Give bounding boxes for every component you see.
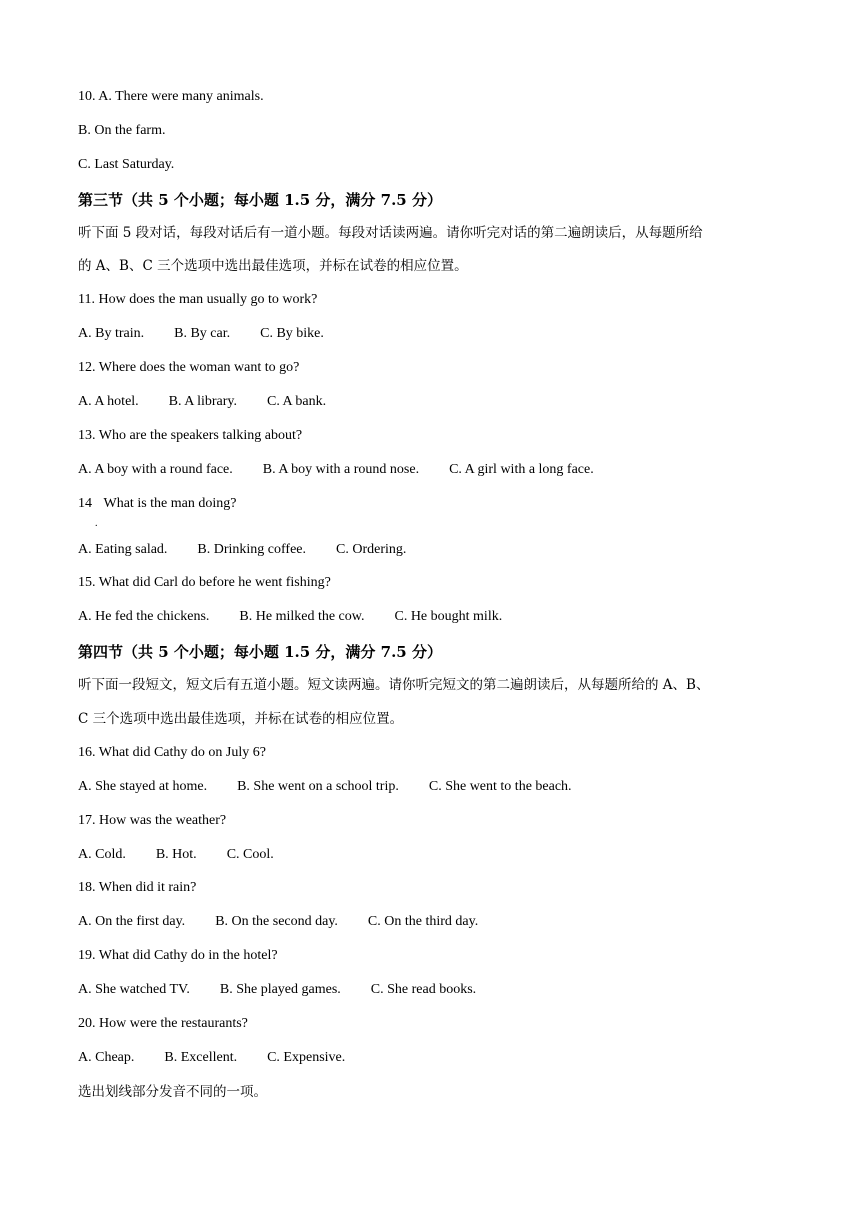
question-12-options [78, 392, 788, 412]
question-11-options [78, 324, 788, 344]
option-b: B. He milked the cow. [239, 609, 365, 625]
option-a: A. Cheap. [78, 1049, 135, 1065]
question-14-dot: . [95, 517, 98, 529]
question-14-options [78, 540, 788, 560]
section-4-instructions-line-1: 听下面一段短文，短文后有五道小题。短文读两遍。请你听完短文的第二遍朗读后，从每题所给的 A、B、 [78, 677, 710, 694]
option-c: C. By bike. [260, 326, 324, 342]
option-a: A. She watched TV. [78, 982, 190, 998]
option-c: C. She went to the beach. [428, 778, 572, 794]
option-b: B. She played games. [219, 982, 341, 998]
option-c: C. Ordering. [336, 541, 407, 557]
question-15-options [78, 607, 788, 627]
question-17: 17. How was the weather? [78, 812, 227, 828]
section-3-heading: 第三节（共 5 个小题；每小题 1.5 分，满分 7.5 分） [78, 190, 442, 209]
question-17-options [78, 845, 788, 865]
question-18: 18. When did it rain? [78, 880, 197, 896]
option-c: C. On the third day. [367, 914, 479, 930]
option-c: C. A bank. [266, 394, 327, 410]
option-b: B. On the second day. [215, 914, 338, 930]
question-20: 20. How were the restaurants? [78, 1016, 248, 1032]
question-13-options [78, 460, 788, 480]
pronunciation-section-instructions: 选出划线部分发音不同的一项。 [78, 1083, 267, 1100]
question-18-options [78, 912, 788, 932]
option-b: B. A library. [168, 394, 237, 410]
option-b: B. By car. [174, 326, 231, 342]
option-a: A. Eating salad. [78, 541, 168, 557]
section-3-instructions-line-2: 的 A、B、C 三个选项中选出最佳选项，并标在试卷的相应位置。 [78, 258, 468, 275]
question-15: 15. What did Carl do before he went fishing? [78, 575, 331, 591]
question-10-option-a: 10. A. There were many animals. [78, 89, 264, 104]
question-13: 13. Who are the speakers talking about? [78, 427, 303, 443]
option-b: B. She went on a school trip. [237, 778, 399, 794]
question-11: 11. How does the man usually go to work? [78, 292, 318, 308]
question-10-option-c: C. Last Saturday. [78, 156, 175, 172]
option-a: A. He fed the chickens. [78, 609, 210, 625]
option-b: B. Drinking coffee. [197, 541, 307, 557]
option-c: C. He bought milk. [394, 609, 503, 625]
question-12: 12. Where does the woman want to go? [78, 360, 300, 376]
option-a: A. A hotel. [78, 394, 139, 410]
question-14 [78, 494, 788, 529]
question-20-options [78, 1048, 788, 1068]
question-19-options [78, 980, 788, 1000]
section-3-instructions-line-1: 听下面 5 段对话，每段对话后有一道小题。每段对话读两遍。请你听完对话的第二遍朗读后，从每题所给 [78, 224, 703, 241]
option-c: C. Cool. [226, 846, 274, 862]
question-16: 16. What did Cathy do on July 6? [78, 744, 266, 760]
option-a: A. She stayed at home. [78, 778, 208, 794]
option-a: A. On the first day. [78, 914, 186, 930]
question-14-number: 14 [78, 495, 92, 511]
section-4-heading: 第四节（共 5 个小题；每小题 1.5 分，满分 7.5 分） [78, 643, 442, 662]
option-a: A. By train. [78, 326, 145, 342]
question-14-text: What is the man doing? [103, 495, 237, 511]
option-c: C. Expensive. [267, 1049, 346, 1065]
option-c: C. She read books. [370, 982, 477, 998]
option-a: A. Cold. [78, 846, 126, 862]
option-b: B. Hot. [155, 846, 197, 862]
question-19: 19. What did Cathy do in the hotel? [78, 948, 278, 964]
question-10-option-b: B. On the farm. [78, 122, 166, 138]
option-c: C. A girl with a long face. [449, 461, 594, 477]
option-a: A. A boy with a round face. [78, 461, 233, 477]
option-b: B. A boy with a round nose. [262, 461, 420, 477]
option-b: B. Excellent. [164, 1049, 238, 1065]
section-4-instructions-line-2: C 三个选项中选出最佳选项，并标在试卷的相应位置。 [78, 711, 404, 728]
question-16-options [78, 777, 788, 797]
exam-page [78, 87, 788, 1116]
